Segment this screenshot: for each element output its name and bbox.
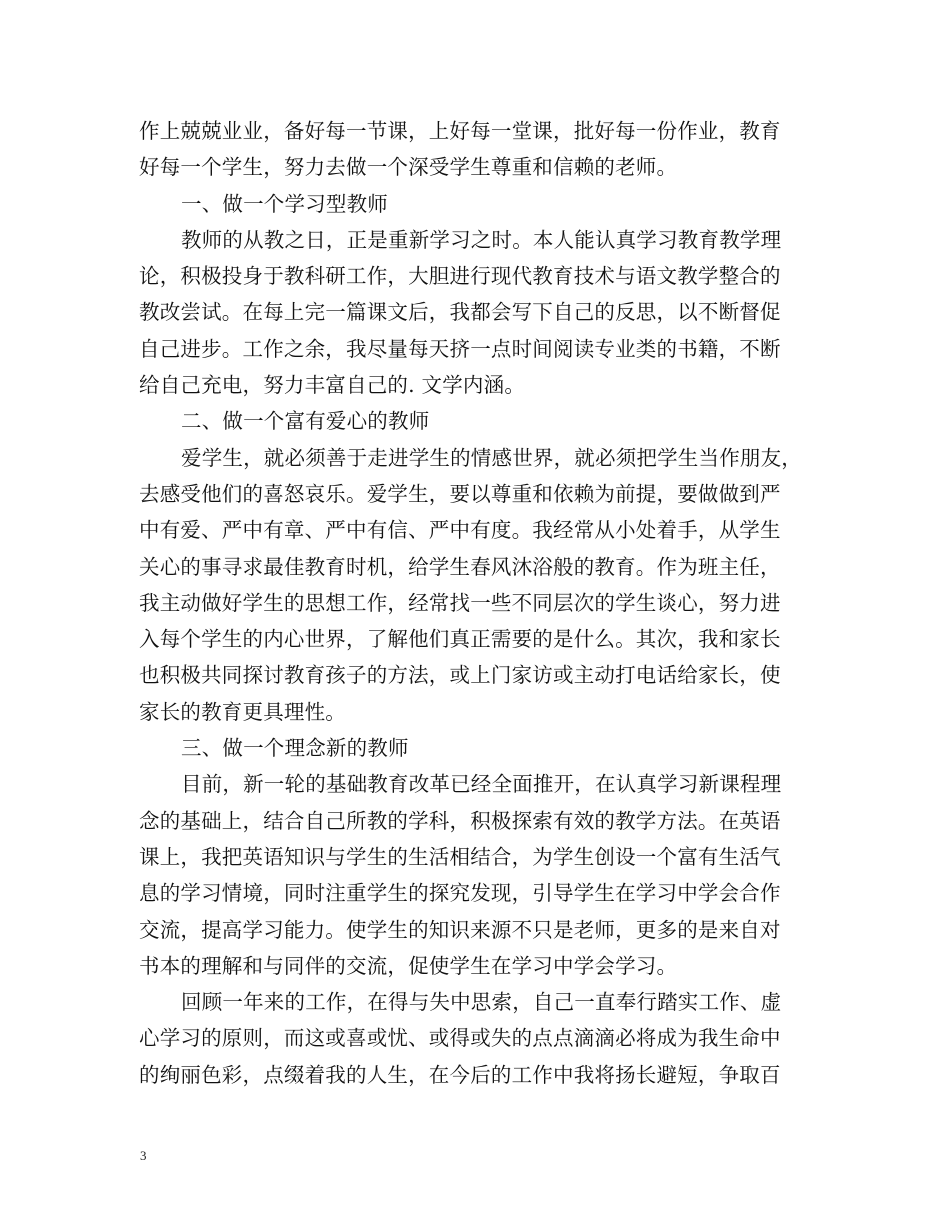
section-heading: 二、做一个富有爱心的教师 (181, 409, 430, 434)
text-line: 论，积极投身于教科研工作，大胆进行现代教育技术与语文教学整合的 (139, 264, 781, 289)
text-line: 心学习的原则，而这或喜或忧、或得或失的点点滴滴必将成为我生命中 (139, 1026, 781, 1051)
text-line: 入每个学生的内心世界，了解他们真正需要的是什么。其次，我和家长 (139, 627, 781, 652)
text-line: 爱学生，就必须善于走进学生的情感世界，就必须把学生当作朋友， (181, 445, 802, 470)
text-line: 书本的理解和与同伴的交流，促使学生在学习中学会学习。 (139, 953, 678, 978)
text-line: 课上，我把英语知识与学生的生活相结合，为学生创设一个富有生活气 (139, 844, 781, 869)
text-line: 好每一个学生，努力去做一个深受学生尊重和信赖的老师。 (139, 155, 678, 180)
text-line: 我主动做好学生的思想工作，经常找一些不同层次的学生谈心，努力进 (139, 590, 781, 615)
page-number: 3 (140, 1148, 147, 1163)
text-line: 给自己充电，努力丰富自己的. 文学内涵。 (139, 373, 526, 398)
text-line: 家长的教育更具理性。 (139, 699, 346, 724)
body-text (139, 113, 829, 1093)
text-line: 作上兢兢业业，备好每一节课，上好每一堂课，批好每一份作业，教育 (139, 119, 781, 143)
text-line: 念的基础上，结合自己所教的学科，积极探索有效的教学方法。在英语 (139, 808, 781, 833)
text-line: 教改尝试。在每上完一篇课文后，我都会写下自己的反思，以不断督促 (139, 300, 781, 325)
text-line: 去感受他们的喜怒哀乐。爱学生，要以尊重和依赖为前提，要做做到严 (139, 481, 781, 506)
text-line: 的绚丽色彩，点缀着我的人生，在今后的工作中我将扬长避短，争取百 (139, 1062, 781, 1087)
text-line: 回顾一年来的工作，在得与失中思索，自己一直奉行踏实工作、虚 (181, 990, 782, 1015)
text-line: 自己进步。工作之余，我尽量每天挤一点时间阅读专业类的书籍，不断 (139, 336, 781, 361)
text-line: 目前，新一轮的基础教育改革已经全面推开，在认真学习新课程理 (181, 772, 782, 797)
text-line: 中有爱、严中有章、严中有信、严中有度。我经常从小处着手，从学生 (139, 518, 781, 543)
text-line: 交流，提高学习能力。使学生的知识来源不只是老师，更多的是来自对 (139, 917, 781, 942)
text-line: 息的学习情境，同时注重学生的探究发现，引导学生在学习中学会合作 (139, 881, 781, 906)
section-heading: 三、做一个理念新的教师 (181, 736, 409, 761)
text-line: 教师的从教之日，正是重新学习之时。本人能认真学习教育教学理 (181, 227, 782, 252)
text-line: 也积极共同探讨教育孩子的方法，或上门家访或主动打电话给家长，使 (139, 663, 781, 688)
section-heading: 一、做一个学习型教师 (181, 191, 388, 216)
text-line: 关心的事寻求最佳教育时机，给学生春风沐浴般的教育。作为班主任， (139, 554, 781, 579)
